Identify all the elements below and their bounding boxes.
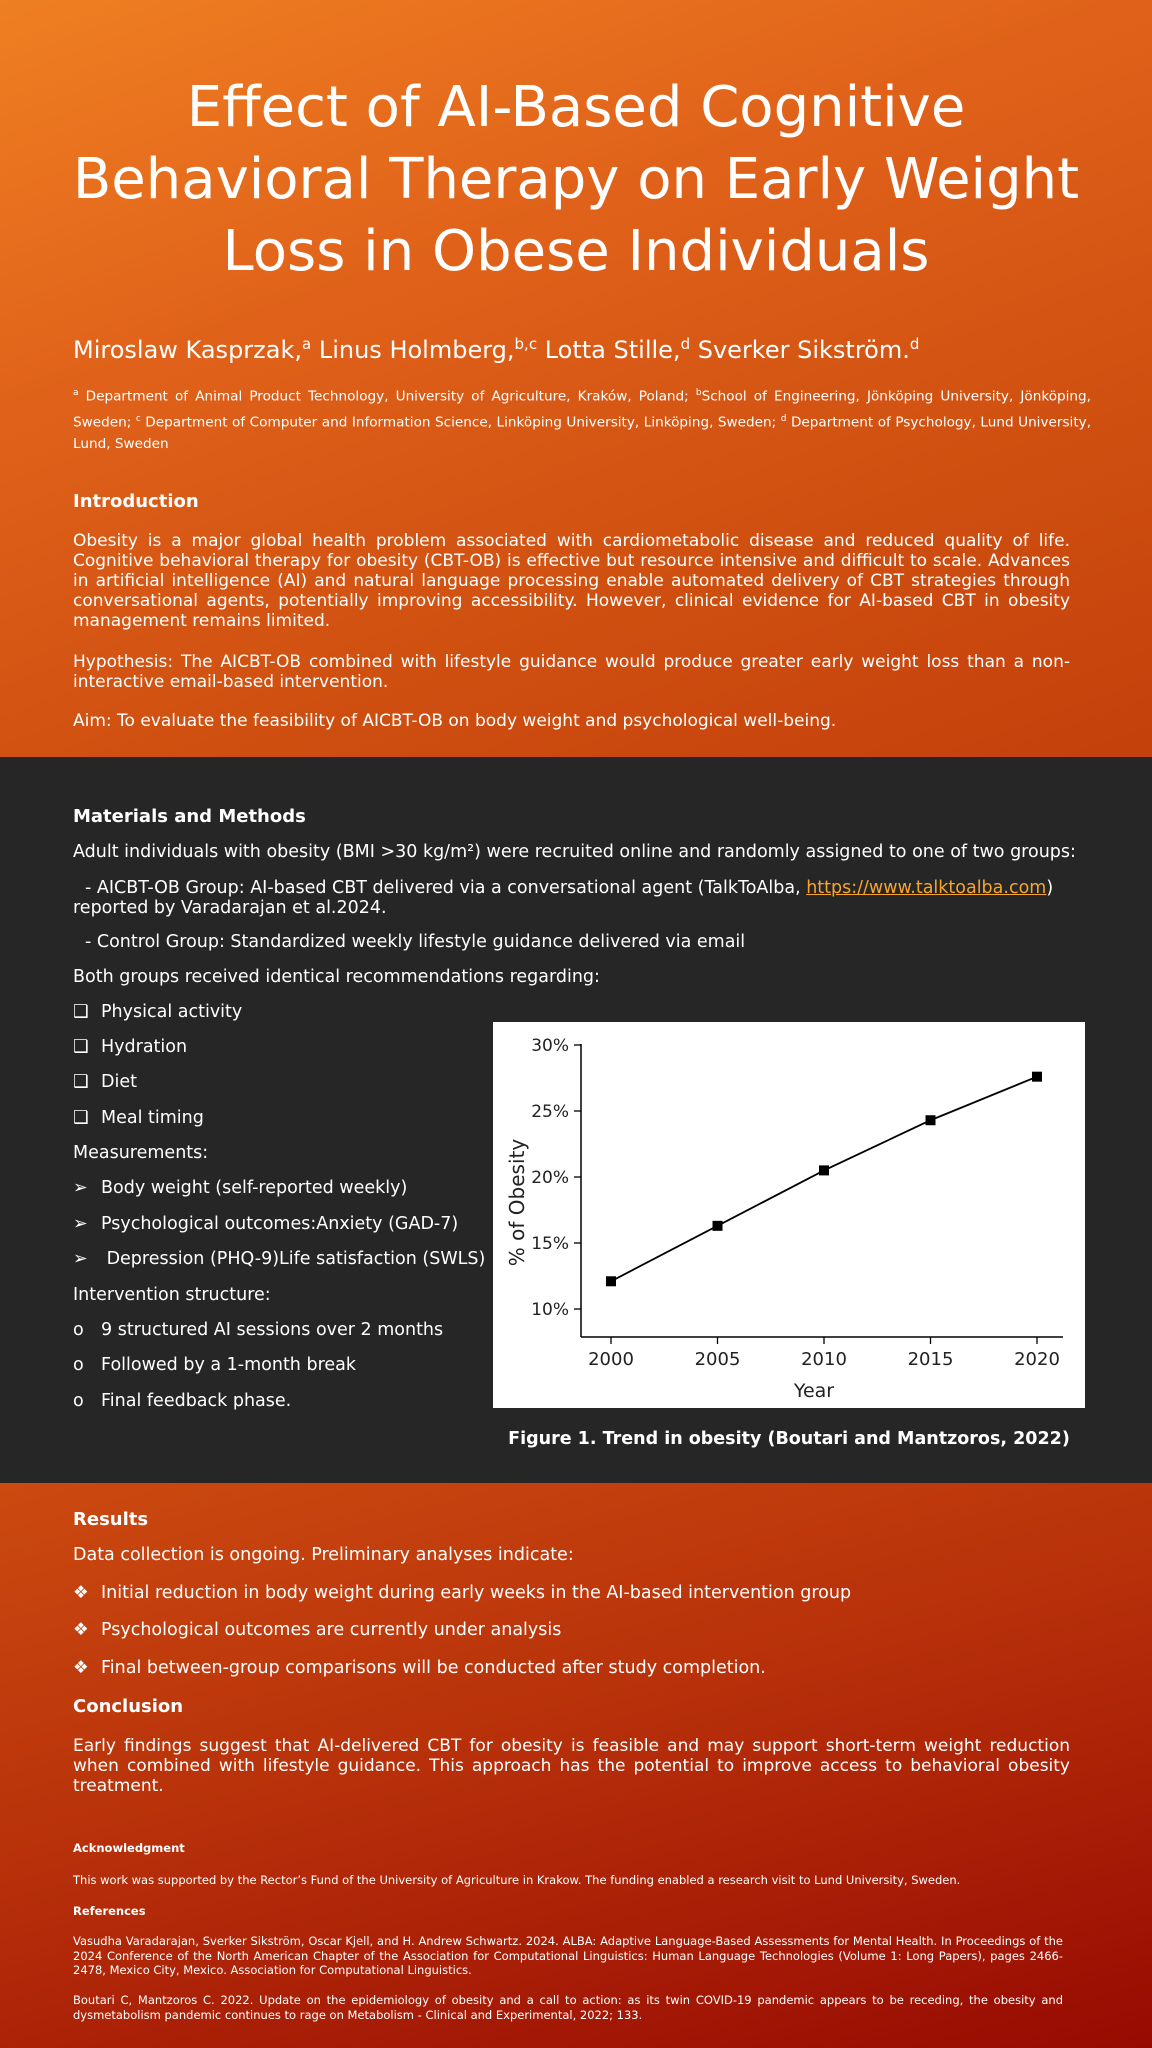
affiliation-mark: d (780, 413, 787, 424)
author-affiliation-mark: d (909, 335, 920, 353)
y-tick-label: 25% (531, 1102, 569, 1122)
results-section (0, 1483, 1152, 2048)
recommendation-label: Physical activity (101, 1002, 243, 1022)
talktoalba-link[interactable]: https://www.talktoalba.com (806, 878, 1047, 898)
hypothesis-text: Hypothesis: The AICBT-OB combined with lifestyle guidance would produce greater early weight loss than a non-interactive email-based intervention. (73, 652, 1070, 692)
group-ai-citation: reported by Varadarajan et al.2024. (73, 898, 387, 918)
group-control-description: - Control Group: Standardized weekly lifestyle guidance delivered via email (85, 932, 746, 952)
result-label: Initial reduction in body weight during early weeks in the AI-based intervention group (101, 1583, 852, 1603)
acknowledgment-heading: Acknowledgment (73, 1841, 185, 1855)
figure-caption: Figure 1. Trend in obesity (Boutari and Mantzoros, 2022) (508, 1429, 1070, 1449)
checkbox-bullet-icon: ❑ (73, 1037, 89, 1057)
checkbox-bullet-icon: ❑ (73, 1002, 89, 1022)
introduction-heading: Introduction (73, 491, 199, 512)
recommendation-item (73, 1002, 242, 1022)
measurement-item (73, 1178, 407, 1198)
measurement-item (73, 1214, 458, 1234)
conclusion-heading: Conclusion (73, 1696, 184, 1717)
header-section (0, 0, 1152, 757)
diamond-bullet-icon: ❖ (73, 1658, 89, 1678)
references-heading: References (73, 1904, 146, 1918)
structure-label: Followed by a 1-month break (101, 1355, 356, 1375)
structure-item (73, 1320, 443, 1340)
affiliation-text: Department of Animal Product Technology, University of Agriculture, Kraków, Poland; (85, 388, 689, 405)
acknowledgment-text: This work was supported by the Rector’s Fund of the University of Agriculture in Krakow. The funding enabled a research visit to Lund University, Sweden. (73, 1873, 961, 1887)
structure-heading: Intervention structure: (73, 1285, 271, 1305)
author-name: Linus Holmberg, (318, 336, 515, 364)
group-ai-description (85, 878, 1053, 898)
structure-item (73, 1391, 291, 1411)
measurement-label: Psychological outcomes:Anxiety (GAD-7) (101, 1214, 459, 1234)
diamond-bullet-icon: ❖ (73, 1620, 89, 1640)
arrow-bullet-icon: ➢ (73, 1249, 88, 1269)
recommendations-intro: Both groups received identical recommendations regarding: (73, 967, 600, 987)
result-label: Psychological outcomes are currently under analysis (101, 1620, 562, 1640)
y-axis-label: % of Obesity (505, 1138, 529, 1267)
results-heading: Results (73, 1509, 149, 1530)
circle-bullet-icon: o (73, 1391, 84, 1411)
affiliation-mark: a (73, 388, 79, 398)
x-axis-label: Year (793, 1380, 835, 1402)
result-item (73, 1620, 561, 1640)
poster-title: Effect of AI-Based Cognitive Behavioral Therapy on Early Weight Loss in Obese Individuals (72, 75, 1080, 284)
affiliation-text: Department of Psychology, Lund University, Lund, Sweden (73, 414, 1092, 453)
group-ai-close: ) (1046, 878, 1054, 898)
structure-label: Final feedback phase. (101, 1391, 292, 1411)
author-name: Lotta Stille, (544, 336, 681, 364)
author-affiliation-mark: b,c (514, 335, 538, 353)
methods-heading: Materials and Methods (73, 806, 306, 827)
structure-item (73, 1355, 356, 1375)
data-point-marker (1032, 1072, 1042, 1082)
conclusion-paragraph: Early findings suggest that AI-delivered CBT for obesity is feasible and may support short-term weight reduction when combined with lifestyle guidance. This approach has the potential to improve access to behavioral obesity treatment. (73, 1736, 1070, 1796)
diamond-bullet-icon: ❖ (73, 1583, 89, 1603)
chart-svg (493, 1022, 1085, 1408)
arrow-bullet-icon: ➢ (73, 1214, 88, 1234)
author-affiliation-mark: d (680, 335, 691, 353)
affiliation-mark: c (135, 413, 141, 424)
recommendation-label: Diet (101, 1072, 137, 1092)
obesity-trend-chart (493, 1022, 1085, 1408)
reference-item: Vasudha Varadarajan, Sverker Sikström, Oscar Kjell, and H. Andrew Schwartz. 2024. ALBA: Adaptive Language-Based Assessments for Mental Health. In Proceedings of the 2024 Conference of the North American Chapter of the Association for Computational Linguistics: Human Language Technologies (Volume 1: Long Papers), pages 2466-2478, Mexico City, Mexico. Association for Computational Linguistics. (73, 1934, 1063, 1977)
y-tick-label: 15% (531, 1234, 569, 1254)
data-point-marker (819, 1165, 829, 1175)
recommendation-label: Hydration (101, 1037, 188, 1057)
x-tick-label: 2010 (801, 1349, 847, 1370)
data-point-marker (606, 1276, 616, 1286)
author-affiliation-mark: a (302, 335, 312, 353)
checkbox-bullet-icon: ❑ (73, 1072, 89, 1092)
x-tick-label: 2020 (1014, 1349, 1060, 1370)
data-point-marker (713, 1221, 723, 1231)
measurement-label: Body weight (self-reported weekly) (101, 1178, 408, 1198)
recommendation-item (73, 1037, 187, 1057)
structure-label: 9 structured AI sessions over 2 months (101, 1320, 444, 1340)
recommendation-item (73, 1072, 137, 1092)
arrow-bullet-icon: ➢ (73, 1178, 88, 1198)
series-line (611, 1077, 1037, 1282)
measurements-heading: Measurements: (73, 1143, 209, 1163)
checkbox-bullet-icon: ❑ (73, 1108, 89, 1128)
recommendation-item (73, 1108, 204, 1128)
methods-intro: Adult individuals with obesity (BMI >30 kg/m²) were recruited online and randomly assigned to one of two groups: (73, 842, 1076, 862)
data-point-marker (926, 1115, 936, 1125)
author-name: Miroslaw Kasprzak, (73, 336, 302, 364)
affiliation-text: School of Engineering, Jönköping University, Jönköping, Sweden; (73, 388, 1091, 431)
recommendation-label: Meal timing (101, 1108, 204, 1128)
reference-item: Boutari C, Mantzoros C. 2022. Update on the epidemiology of obesity and a call to action: as its twin COVID-19 pandemic appears to be receding, the obesity and dysmetabolism pandemic continues to rage on Metabolism - Clinical and Experimental, 2022; 133. (73, 1993, 1063, 2022)
x-tick-label: 2015 (907, 1349, 954, 1370)
affiliation-mark: b (695, 388, 702, 398)
author-list (73, 328, 919, 366)
y-tick-label: 30% (531, 1036, 569, 1056)
results-intro: Data collection is ongoing. Preliminary analyses indicate: (73, 1545, 574, 1565)
affiliations (73, 382, 1091, 455)
affiliation-text: Department of Computer and Information Science, Linköping University, Linköping, Sweden; (145, 414, 777, 431)
circle-bullet-icon: o (73, 1355, 84, 1375)
introduction-paragraph: Obesity is a major global health problem associated with cardiometabolic disease and reduced quality of life. Cognitive behavioral therapy for obesity (CBT-OB) is effective but resource intensive and difficult to scale. Advances in artificial intelligence (AI) and natural language processing enable automated delivery of CBT strategies through conversational agents, potentially improving accessibility. However, clinical evidence for AI-based CBT in obesity management remains limited. (73, 531, 1070, 631)
measurement-item (73, 1249, 485, 1269)
circle-bullet-icon: o (73, 1320, 84, 1340)
author-name: Sverker Sikström. (697, 336, 910, 364)
group-ai-text: - AICBT-OB Group: AI-based CBT delivered via a conversational agent (TalkToAlba, (85, 878, 807, 898)
y-tick-label: 20% (531, 1168, 569, 1188)
x-tick-label: 2005 (694, 1349, 741, 1370)
y-tick-label: 10% (531, 1300, 569, 1320)
result-item (73, 1658, 766, 1678)
result-label: Final between-group comparisons will be conducted after study completion. (101, 1658, 766, 1678)
measurement-label: Depression (PHQ-9)Life satisfaction (SWLS) (101, 1249, 486, 1269)
result-item (73, 1583, 851, 1603)
aim-text: Aim: To evaluate the feasibility of AICBT-OB on body weight and psychological well-being. (73, 711, 837, 731)
x-tick-label: 2000 (588, 1349, 634, 1370)
